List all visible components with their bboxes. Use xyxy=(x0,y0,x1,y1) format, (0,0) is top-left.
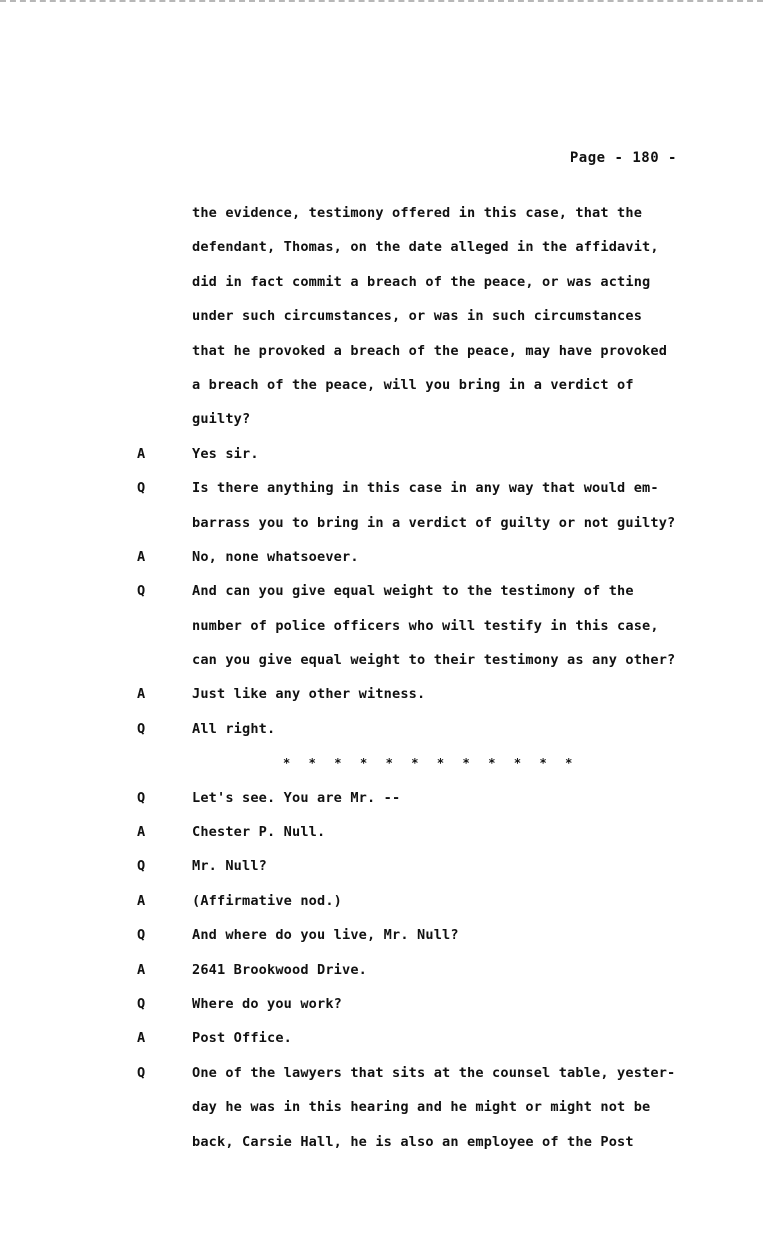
transcript-line xyxy=(0,884,763,918)
transcript-line xyxy=(0,437,763,471)
separator-stars: * * * * * * * * * * * * xyxy=(283,756,578,771)
transcript-line xyxy=(0,781,763,815)
speaker-label: Q xyxy=(137,858,146,875)
page-number: Page - 180 - xyxy=(569,150,677,166)
transcript-line xyxy=(0,815,763,849)
transcript-text: a breach of the peace, will you bring in a verdict of xyxy=(192,376,634,393)
transcript-line xyxy=(0,334,763,368)
section-separator xyxy=(0,746,763,780)
transcript-line xyxy=(0,230,763,264)
transcript-text: Post Office. xyxy=(192,1030,293,1047)
transcript-text: Is there anything in this case in any way that would em- xyxy=(192,480,659,497)
transcript-text: Chester P. Null. xyxy=(192,824,326,841)
transcript-line xyxy=(0,506,763,540)
speaker-label: A xyxy=(137,686,146,703)
transcript-text: One of the lawyers that sits at the counsel table, yester- xyxy=(192,1064,676,1081)
transcript-line xyxy=(0,540,763,574)
speaker-label: A xyxy=(137,824,146,841)
transcript-line xyxy=(0,1125,763,1159)
transcript-line xyxy=(0,265,763,299)
transcript-text: Yes sir. xyxy=(192,445,259,462)
transcript-line xyxy=(0,643,763,677)
transcript-text: the evidence, testimony offered in this case, that the xyxy=(192,205,643,221)
transcript-text: day he was in this hearing and he might or might not be xyxy=(192,1099,651,1116)
transcript-text: Just like any other witness. xyxy=(192,686,426,703)
transcript-text: Where do you work? xyxy=(192,995,343,1012)
transcript-text: that he provoked a breach of the peace, may have provoked xyxy=(192,342,668,359)
transcript-line xyxy=(0,987,763,1021)
speaker-label: Q xyxy=(137,995,146,1012)
speaker-label: A xyxy=(137,1030,146,1047)
transcript-line xyxy=(0,299,763,333)
speaker-label: A xyxy=(137,961,146,978)
transcript-line xyxy=(0,196,763,230)
transcript-text: 2641 Brookwood Drive. xyxy=(192,961,368,978)
transcript-text: guilty? xyxy=(192,411,251,428)
transcript-text: defendant, Thomas, on the date alleged in the affidavit, xyxy=(192,239,659,256)
transcript-line xyxy=(0,471,763,505)
speaker-label: A xyxy=(137,892,146,909)
transcript-body xyxy=(0,196,763,1159)
transcript-line xyxy=(0,953,763,987)
speaker-label: A xyxy=(137,445,146,462)
transcript-line xyxy=(0,1021,763,1055)
transcript-line xyxy=(0,1090,763,1124)
speaker-label: Q xyxy=(137,583,146,600)
transcript-line xyxy=(0,574,763,608)
transcript-text: number of police officers who will testify in this case, xyxy=(192,617,659,634)
transcript-line xyxy=(0,677,763,711)
transcript-line xyxy=(0,849,763,883)
transcript-line xyxy=(0,402,763,436)
speaker-label: Q xyxy=(137,927,146,944)
speaker-label: Q xyxy=(137,1064,146,1081)
transcript-line xyxy=(0,918,763,952)
transcript-text: And can you give equal weight to the testimony of the xyxy=(192,583,634,600)
transcript-text: No, none whatsoever. xyxy=(192,548,359,565)
transcript-text: (Affirmative nod.) xyxy=(192,892,343,909)
speaker-label: Q xyxy=(137,720,146,737)
transcript-text: under such circumstances, or was in such circumstances xyxy=(192,308,643,325)
transcript-text: All right. xyxy=(192,720,276,737)
speaker-label: Q xyxy=(137,480,146,497)
speaker-label: Q xyxy=(137,789,146,806)
transcript-text: did in fact commit a breach of the peace, or was acting xyxy=(192,273,651,290)
transcript-line xyxy=(0,368,763,402)
transcript-text: barrass you to bring in a verdict of guilty or not guilty? xyxy=(192,514,676,531)
transcript-line xyxy=(0,609,763,643)
transcript-text: Let's see. You are Mr. -- xyxy=(192,789,401,806)
transcript-text: And where do you live, Mr. Null? xyxy=(192,927,459,944)
speaker-label: A xyxy=(137,548,146,565)
transcript-line xyxy=(0,1056,763,1090)
transcript-text: can you give equal weight to their testimony as any other? xyxy=(192,652,676,669)
transcript-text: back, Carsie Hall, he is also an employee of the Post xyxy=(192,1133,634,1150)
page-top-edge xyxy=(0,0,763,6)
transcript-line xyxy=(0,712,763,746)
transcript-text: Mr. Null? xyxy=(192,858,268,875)
